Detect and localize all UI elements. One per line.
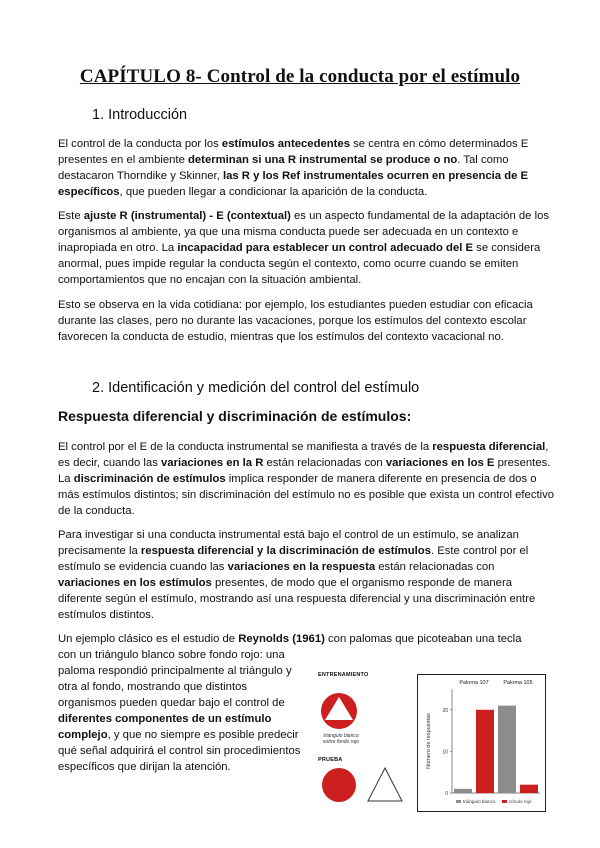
panel-label: Paloma 107 bbox=[459, 680, 489, 686]
legend-swatch bbox=[502, 800, 507, 803]
paragraph-reynolds-lead: Un ejemplo clásico es el estudio de Reynolds (1961) con palomas que picoteaban una tecla bbox=[58, 633, 522, 645]
section-heading-introduccion: 1. Introducción bbox=[92, 107, 188, 123]
paragraph-reynolds-body: con un triángulo blanco sobre fondo rojo: una paloma respondió principalmente al triángulo y otra al fondo, mostrando que distintos organismos pueden quedar bajo el control de diferentes componentes de un estímulo complejo, y que no siempre es posible predecir qué señal adquirirá el control sin procedimientos específicos que dirijan la atención. bbox=[58, 649, 301, 773]
reynolds-chart bbox=[417, 674, 546, 812]
paragraph-control-1: El control por el E de la conducta instrumental se manifiesta a través de la respuesta diferencial, es decir, cuando las variaciones en la R están relacionadas con variaciones en los E presentes. La discriminación de estímulos implica responder de manera diferente en presencia de dos o más estímulos distintos; sin discriminación del estímulo no es posible que exista un control efectivo de la conducta. bbox=[58, 441, 555, 517]
subsection-heading: Respuesta diferencial y discriminación de estímulos: bbox=[58, 408, 412, 424]
chart-svg bbox=[418, 675, 545, 811]
bar-circle-1 bbox=[476, 710, 494, 793]
chapter-title: CAPÍTULO 8- Control de la conducta por el estímulo bbox=[79, 66, 521, 87]
panel-label: Paloma 105 bbox=[503, 680, 533, 686]
y-axis-label: Número de respuestas bbox=[426, 713, 432, 769]
training-caption: triángulo blanco sobre fondo rojo bbox=[322, 733, 360, 745]
paragraph-intro-2: Este ajuste R (instrumental) - E (contextual) es un aspecto fundamental de la adaptación de los organismos al ambiente, ya que una misma conducta puede ser adecuada en un contexto e inapropiada en otro. La incapacidad para establecer un control adecuado del E se considera anormal, pues impide regular la conducta según el contexto, como ocurre cuando se emiten comportamientos que no encajan con la situación ambiental. bbox=[58, 210, 550, 286]
test-label: PRUEBA bbox=[318, 757, 343, 763]
bar-circle-2 bbox=[520, 785, 538, 793]
training-label: ENTRENAMIENTO bbox=[318, 672, 369, 678]
legend-swatch bbox=[456, 800, 461, 803]
paragraph-control-2: Para investigar si una conducta instrumental está bajo el control de un estímulo, se analizan precisamente la respuesta diferencial y la discriminación de estímulos. Este control por el estímulo se evidencia cuando las variaciones en la respuesta están relacionadas con variaciones en los estímulos presentes, de modo que el organismo responde de manera diferente según el estímulo, mostrando así una respuesta diferencial y una discriminación entre estímulos distintos. bbox=[58, 529, 536, 621]
legend-label: triángulo blanco bbox=[463, 799, 496, 804]
test-white-triangle bbox=[368, 768, 402, 801]
test-red-circle bbox=[322, 768, 356, 802]
y-tick-label: 10 bbox=[442, 749, 448, 756]
bar-triangle-2 bbox=[498, 706, 516, 793]
stimulus-figure bbox=[316, 672, 406, 802]
paragraph-intro-1: El control de la conducta por los estímulos antecedentes se centra en cómo determinados E presentes en el ambiente determinan si una R instrumental se produce o no. Tal como destacaron Thorndike y Skinner, las R y los Ref instrumentales ocurren en presencia de E específicos, que pueden llegar a condicionar la aparición de la conducta. bbox=[58, 138, 529, 198]
y-tick-label: 20 bbox=[442, 707, 448, 714]
y-tick-label: 0 bbox=[445, 791, 448, 797]
bar-triangle-1 bbox=[454, 789, 472, 793]
paragraph-intro-3: Esto se observa en la vida cotidiana: por ejemplo, los estudiantes pueden estudiar con eficacia durante las clases, pero no durante las vacaciones, porque los estímulos del contexto escolar favorecen la conducta de estudio, mientras que los estímulos del contexto vacacional no. bbox=[58, 299, 533, 343]
section-heading-identificacion: 2. Identificación y medición del control del estímulo bbox=[92, 380, 420, 396]
legend-label: círculo rojo bbox=[509, 799, 532, 804]
